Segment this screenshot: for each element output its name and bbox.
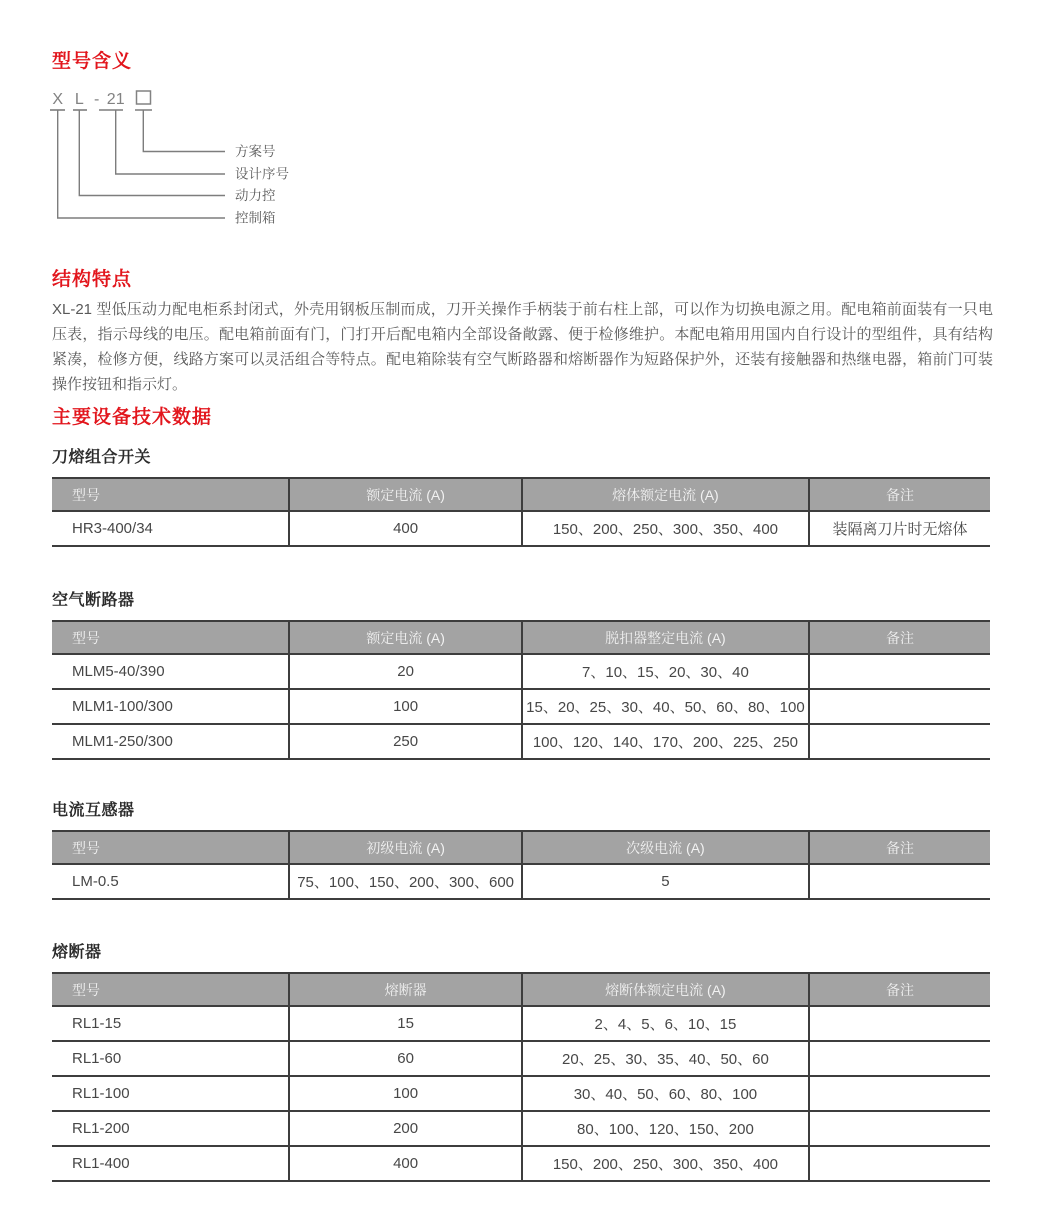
diagram-connector-lines <box>58 110 225 218</box>
column-header: 型号 <box>52 478 289 511</box>
table-cell: 100 <box>289 689 522 724</box>
table-cell: 150、200、250、300、350、400 <box>522 1146 809 1181</box>
column-header: 额定电流 (A) <box>289 621 522 654</box>
table-cell: 75、100、150、200、300、600 <box>289 864 522 899</box>
table-air-circuit-breaker <box>52 620 990 760</box>
table-title-current-transformer: 电流互感器 <box>52 802 135 819</box>
column-header: 熔断体额定电流 (A) <box>522 973 809 1006</box>
model-code-part-x: X <box>52 91 64 108</box>
table-title-fuse: 熔断器 <box>52 944 102 961</box>
table-cell <box>809 1006 990 1041</box>
table-current-transformer <box>52 830 990 900</box>
section-heading-structure-features: 结构特点 <box>52 269 133 290</box>
table-cell: 装隔离刀片时无熔体 <box>809 511 990 546</box>
table-knife-fuse-switch <box>52 477 990 547</box>
table-row <box>52 1006 990 1041</box>
table-row <box>52 1111 990 1146</box>
table-cell <box>809 1076 990 1111</box>
table-row <box>52 511 990 546</box>
column-header: 备注 <box>809 973 990 1006</box>
diagram-label-scheme-number: 方案号 <box>235 144 276 159</box>
table-title-knife-fuse-switch: 刀熔组合开关 <box>52 449 152 466</box>
table-cell: RL1-100 <box>52 1076 289 1111</box>
column-header: 型号 <box>52 831 289 864</box>
table-cell: 20 <box>289 654 522 689</box>
table-header-row <box>52 973 990 1006</box>
column-header: 备注 <box>809 478 990 511</box>
table-cell: 15、20、25、30、40、50、60、80、100 <box>522 689 809 724</box>
table-cell: 400 <box>289 1146 522 1181</box>
diagram-label-control-box: 控制箱 <box>235 210 276 226</box>
column-header: 脱扣器整定电流 (A) <box>522 621 809 654</box>
column-header: 备注 <box>809 621 990 654</box>
table-cell <box>809 864 990 899</box>
table-row <box>52 689 990 724</box>
table-cell: 15 <box>289 1006 522 1041</box>
section-heading-tech-data: 主要设备技术数据 <box>52 407 213 428</box>
table-cell: RL1-400 <box>52 1146 289 1181</box>
model-code-part-l: L <box>74 91 84 108</box>
table-row <box>52 654 990 689</box>
table-row <box>52 1076 990 1111</box>
table-cell: 250 <box>289 724 522 759</box>
model-placeholder-box-icon <box>137 91 151 104</box>
diagram-label-design-serial: 设计序号 <box>235 166 289 182</box>
table-cell: 5 <box>522 864 809 899</box>
table-cell: MLM1-100/300 <box>52 689 289 724</box>
table-cell: 7、10、15、20、30、40 <box>522 654 809 689</box>
table-cell: 60 <box>289 1041 522 1076</box>
column-header: 初级电流 (A) <box>289 831 522 864</box>
column-header: 额定电流 (A) <box>289 478 522 511</box>
table-cell: 20、25、30、35、40、50、60 <box>522 1041 809 1076</box>
structure-features-paragraph: XL-21 型低压动力配电柜系封闭式，外壳用钢板压制而成，刀开关操作手柄装于前右柱上部，可以作为切换电源之用。配电箱前面装有一只电压表，指示母线的电压。配电箱前面有门，门打开后配电箱内全部设备敞露、便于检修维护。本配电箱用用国内自行设计的型组件，具有结构紧凑，检修方便，线路方案可以灵活组合等特点。配电箱除装有空气断路器和熔断器作为短路保护外，还装有接触器和热继电器，箱前门可装操作按钮和指示灯。 <box>52 301 993 393</box>
column-header: 熔断器 <box>289 973 522 1006</box>
table-cell: 2、4、5、6、10、15 <box>522 1006 809 1041</box>
model-code-part-dash: - <box>94 91 100 108</box>
table-cell: 30、40、50、60、80、100 <box>522 1076 809 1111</box>
table-cell: 100 <box>289 1076 522 1111</box>
table-row <box>52 724 990 759</box>
column-header: 备注 <box>809 831 990 864</box>
column-header: 型号 <box>52 621 289 654</box>
table-header-row <box>52 621 990 654</box>
table-cell: RL1-15 <box>52 1006 289 1041</box>
table-cell <box>809 689 990 724</box>
table-header-row <box>52 831 990 864</box>
table-cell <box>809 654 990 689</box>
table-cell <box>809 1146 990 1181</box>
table-cell: LM-0.5 <box>52 864 289 899</box>
table-cell: MLM5-40/390 <box>52 654 289 689</box>
table-cell <box>809 1111 990 1146</box>
table-cell: 100、120、140、170、200、225、250 <box>522 724 809 759</box>
column-header: 型号 <box>52 973 289 1006</box>
section-heading-model-meaning: 型号含义 <box>52 51 133 72</box>
table-cell: MLM1-250/300 <box>52 724 289 759</box>
table-row <box>52 1041 990 1076</box>
table-cell <box>809 724 990 759</box>
table-cell <box>809 1041 990 1076</box>
model-code-diagram <box>48 88 378 238</box>
diagram-label-power-control: 动力控 <box>235 188 276 203</box>
table-cell: 400 <box>289 511 522 546</box>
table-cell: 80、100、120、150、200 <box>522 1111 809 1146</box>
column-header: 熔体额定电流 (A) <box>522 478 809 511</box>
table-cell: 200 <box>289 1111 522 1146</box>
table-cell: RL1-60 <box>52 1041 289 1076</box>
table-row <box>52 864 990 899</box>
table-cell: RL1-200 <box>52 1111 289 1146</box>
model-code-part-21: 21 <box>106 91 125 108</box>
column-header: 次级电流 (A) <box>522 831 809 864</box>
table-cell: 150、200、250、300、350、400 <box>522 511 809 546</box>
table-row <box>52 1146 990 1181</box>
table-title-air-circuit-breaker: 空气断路器 <box>52 592 135 609</box>
table-header-row <box>52 478 990 511</box>
table-fuse <box>52 972 990 1182</box>
table-cell: HR3-400/34 <box>52 511 289 546</box>
